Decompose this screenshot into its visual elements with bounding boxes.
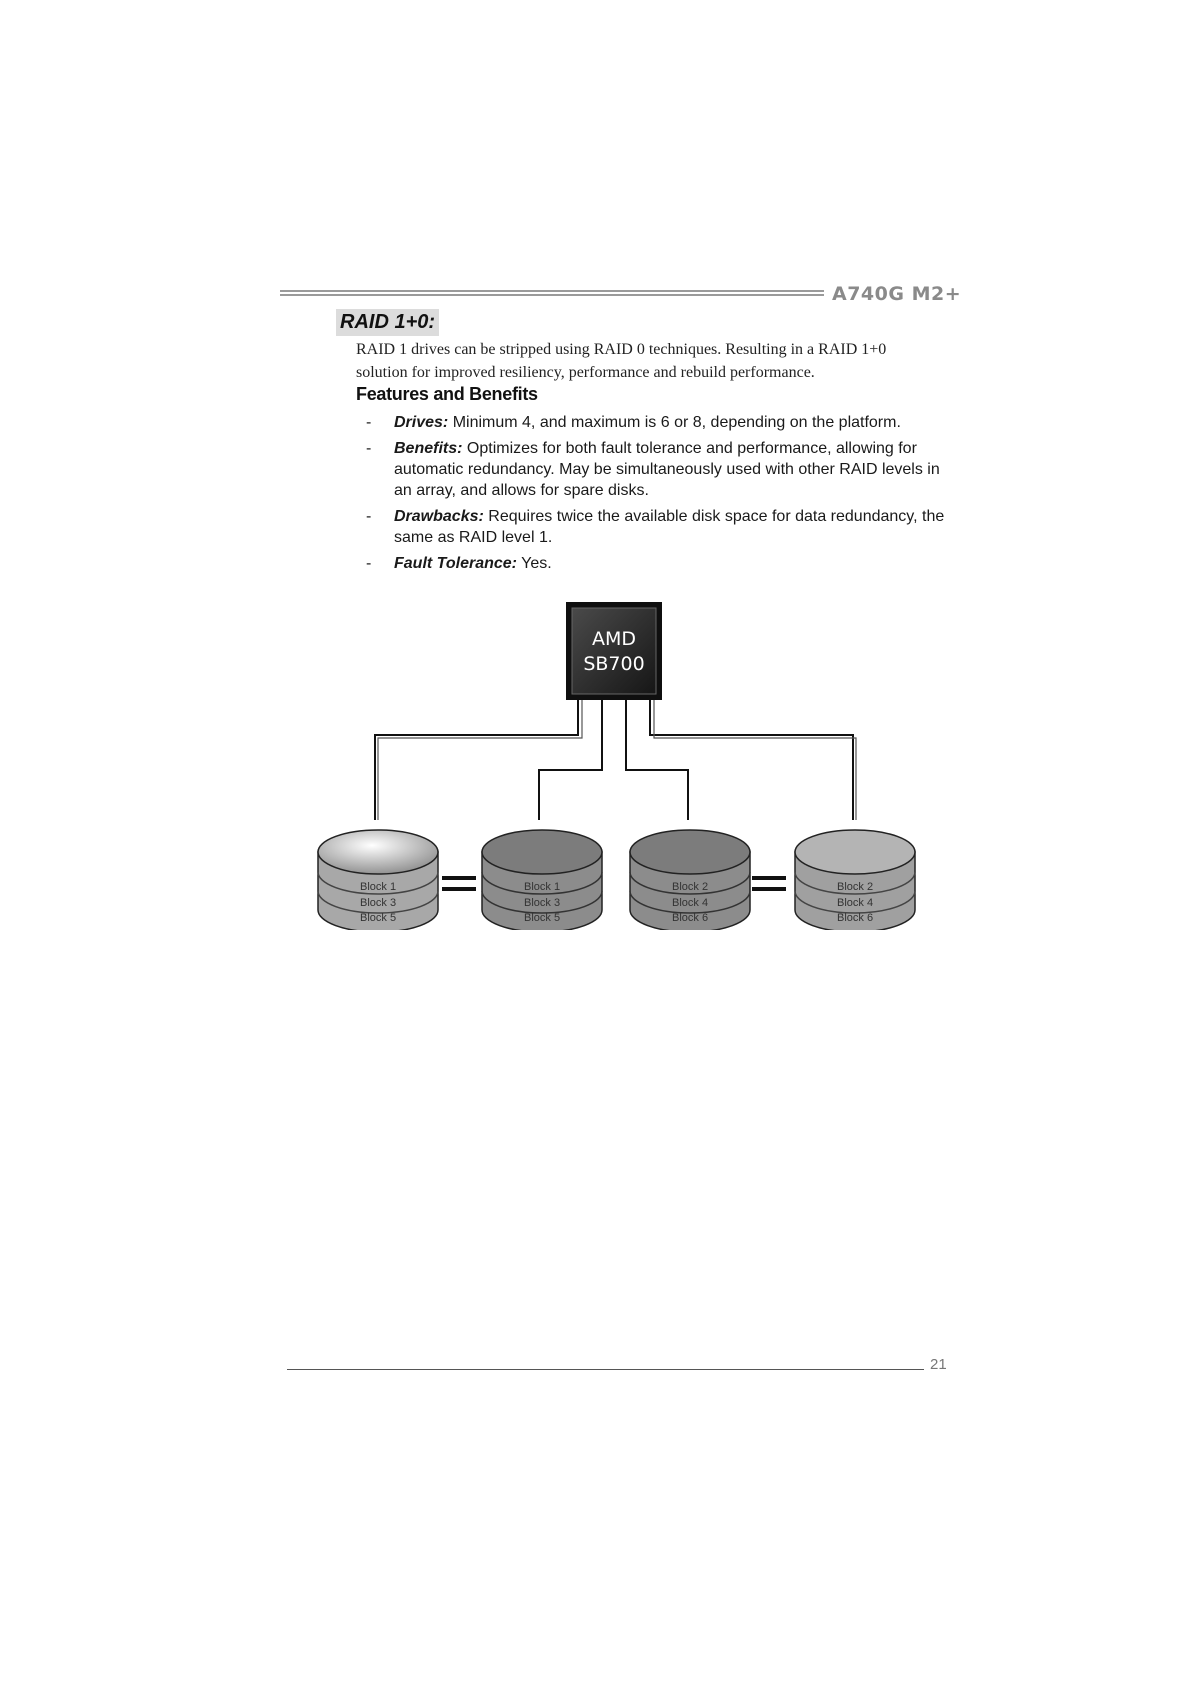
disk-3-block-c: Block 6: [672, 912, 709, 924]
intro-line-2: solution for improved resiliency, performance and rebuild performance.: [356, 364, 815, 381]
feature-text: Minimum 4, and maximum is 6 or 8, depending on the platform.: [448, 414, 901, 431]
disk-2-block-a: Block 1: [524, 881, 561, 893]
feature-text: Yes.: [516, 555, 552, 572]
cable-4: [650, 700, 853, 820]
list-dash: -: [366, 508, 372, 525]
feature-text: Optimizes for both fault tolerance and performance, allowing for automatic redundancy. May be simultaneously used with other RAID levels in an array, and allows for spare disks.: [394, 440, 940, 499]
feature-benefits: [366, 438, 956, 501]
disk-2-block-b: Block 3: [524, 897, 561, 909]
mirror-symbol-1: [442, 876, 476, 891]
chip: [566, 602, 662, 700]
disk-4-block-b: Block 4: [837, 897, 874, 909]
list-dash: -: [366, 555, 372, 572]
features-heading: Features and Benefits: [356, 384, 538, 404]
disk-4-block-a: Block 2: [837, 881, 874, 893]
disk-1-block-b: Block 3: [360, 897, 397, 909]
cable-2: [539, 700, 602, 820]
cable-1: [375, 700, 578, 820]
connection-lines: [375, 700, 853, 820]
disk-1-block-a: Block 1: [360, 881, 397, 893]
page-number: 21: [930, 1356, 947, 1373]
feature-fault-tolerance: [366, 553, 956, 574]
mirror-symbol-2: [752, 876, 786, 891]
disk-4: [795, 830, 915, 930]
list-dash: -: [366, 414, 372, 431]
cable-shadows: [378, 700, 856, 820]
model-name: A740G M2+: [832, 283, 962, 305]
section-title: RAID 1+0:: [336, 309, 439, 336]
feature-list: [366, 412, 956, 579]
feature-drawbacks: [366, 506, 956, 548]
disk-3: [630, 830, 750, 930]
disk-1-block-c: Block 5: [360, 912, 397, 924]
intro-line-1: RAID 1 drives can be stripped using RAID 0 techniques. Resulting in a RAID 1+0: [356, 341, 887, 358]
disk-1: [318, 830, 438, 930]
feature-key: Drawbacks:: [394, 508, 484, 525]
footer-rule: [287, 1369, 924, 1370]
disk-4-block-c: Block 6: [837, 912, 874, 924]
feature-drives: [366, 412, 956, 433]
list-dash: -: [366, 440, 372, 457]
feature-text: Requires twice the available disk space for data redundancy, the same as RAID level 1.: [394, 508, 945, 546]
feature-key: Drives:: [394, 414, 449, 431]
disk-2: [482, 830, 602, 930]
chip-label-2: SB700: [583, 653, 645, 675]
raid10-diagram: [310, 600, 920, 930]
feature-key: Fault Tolerance:: [394, 555, 517, 572]
disk-2-block-c: Block 5: [524, 912, 561, 924]
header-rule: [280, 290, 824, 300]
disk-3-block-a: Block 2: [672, 881, 709, 893]
chip-label-1: AMD: [591, 628, 637, 650]
feature-key: Benefits:: [394, 440, 463, 457]
section-intro: [356, 338, 956, 384]
cable-3: [626, 700, 688, 820]
disk-3-block-b: Block 4: [672, 897, 709, 909]
